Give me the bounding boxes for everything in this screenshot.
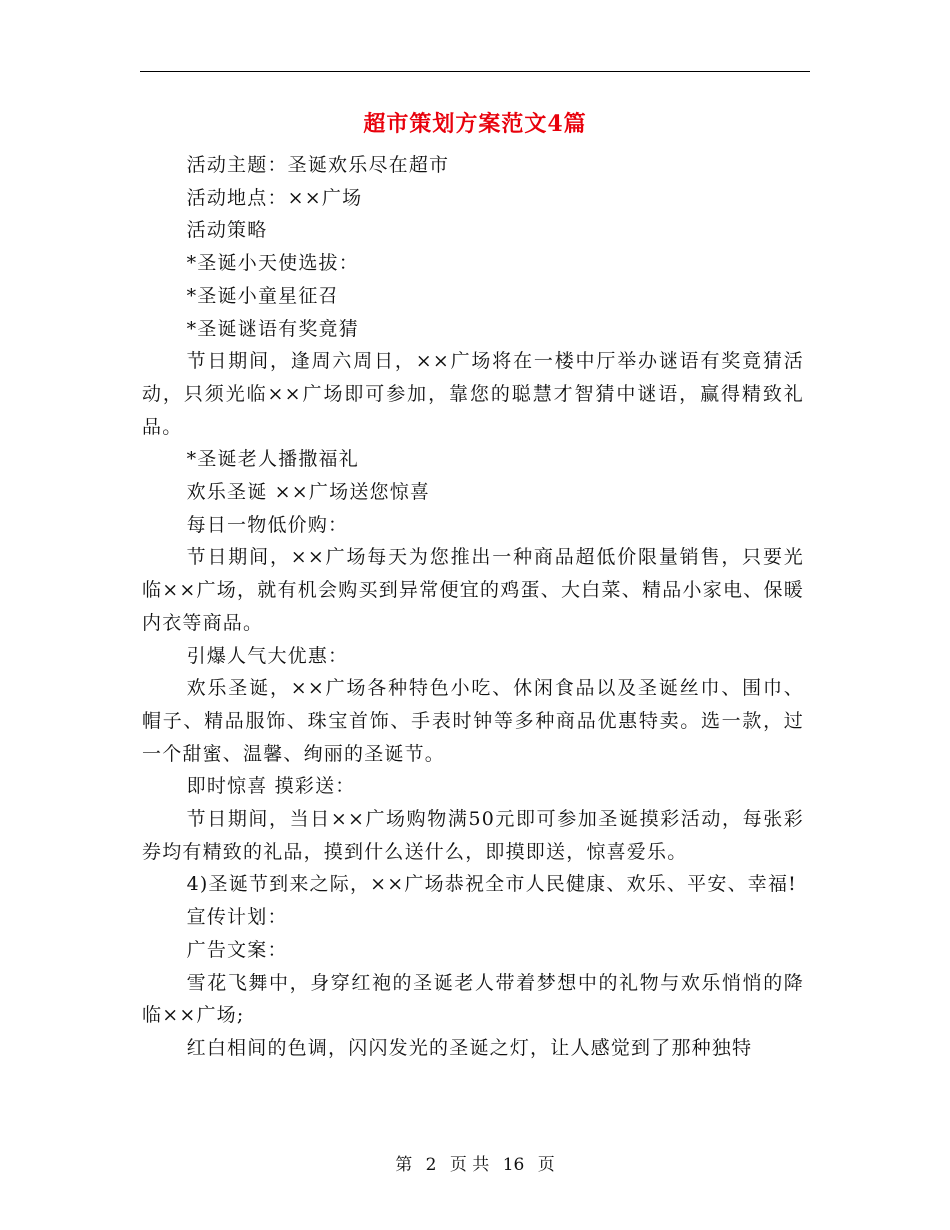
paragraph: 即时惊喜 摸彩送： [186, 775, 356, 798]
footer-page-number: 2 [425, 1155, 437, 1175]
page-footer [0, 1153, 950, 1177]
paragraph: 活动策略 [186, 219, 268, 242]
paragraph: 节日期间，××广场每天为您推出一种商品超低价限量销售，只要光临××广场，就有机会购买到异常便宜的鸡蛋、大白菜、精品小家电、保暖内衣等商品。 [142, 546, 804, 634]
header-rule [140, 71, 810, 72]
paragraph: 欢乐圣诞，××广场各种特色小吃、休闲食品以及圣诞丝巾、围巾、帽子、精品服饰、珠宝首饰、手表时钟等多种商品优惠特卖。选一款，过一个甜蜜、温馨、绚丽的圣诞节。 [142, 677, 804, 765]
paragraph: 活动地点：××广场 [186, 186, 363, 209]
paragraph: *圣诞小天使选拔： [186, 252, 359, 275]
paragraph: 每日一物低价购： [186, 513, 349, 536]
paragraph: 引爆人气大优惠： [186, 644, 349, 667]
document-body [142, 149, 804, 1065]
footer-suffix: 页 [537, 1155, 555, 1175]
footer-total-pages: 16 [502, 1155, 525, 1175]
paragraph: 雪花飞舞中，身穿红袍的圣诞老人带着梦想中的礼物与欢乐悄悄的降临××广场; [142, 971, 804, 1027]
paragraph: *圣诞老人播撒福礼 [186, 448, 359, 471]
paragraph: *圣诞小童星征召 [186, 284, 339, 307]
document-title: 超市策划方案范文4篇 [363, 111, 587, 137]
paragraph: 红白相间的色调，闪闪发光的圣诞之灯，让人感觉到了那种独特 [186, 1036, 753, 1059]
paragraph: 广告文案： [186, 938, 288, 961]
paragraph: 节日期间，逢周六周日，××广场将在一楼中厅举办谜语有奖竟猜活动，只须光临××广场即可参加，靠您的聪慧才智猜中谜语，赢得精致礼品。 [142, 350, 804, 438]
paragraph: 活动主题：圣诞欢乐尽在超市 [186, 154, 450, 176]
paragraph: 4)圣诞节到来之际，××广场恭祝全市人民健康、欢乐、平安、幸福! [186, 873, 798, 896]
footer-middle: 页 共 [449, 1155, 490, 1175]
paragraph: 宣传计划： [186, 906, 288, 929]
footer-prefix: 第 [395, 1155, 413, 1175]
paragraph: 节日期间，当日××广场购物满50元即可参加圣诞摸彩活动，每张彩券均有精致的礼品，摸到什么送什么，即摸即送，惊喜爱乐。 [142, 808, 804, 863]
paragraph: *圣诞谜语有奖竟猜 [186, 317, 359, 340]
paragraph: 欢乐圣诞 ××广场送您惊喜 [186, 481, 431, 504]
